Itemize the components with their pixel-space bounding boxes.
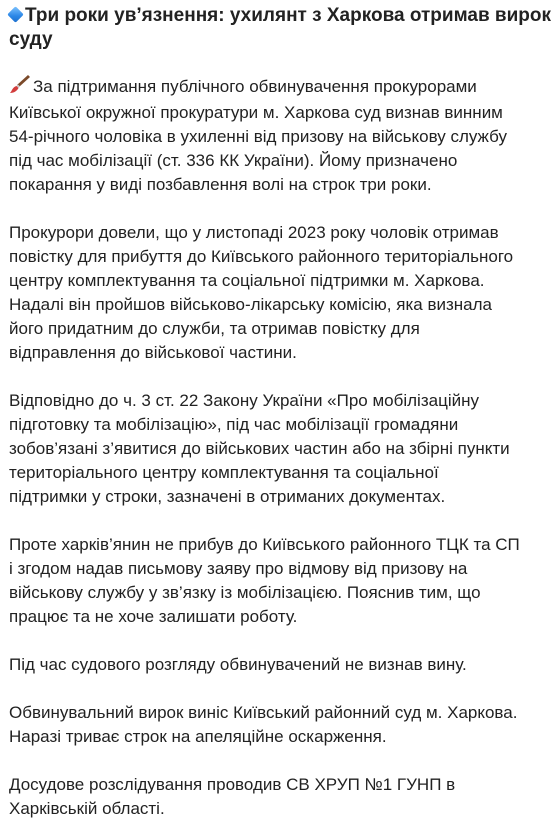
paragraph-5	[9, 653, 544, 677]
paragraph-line: повістку для прибуття до Київського районного територіального	[9, 247, 514, 266]
paragraph-line: покарання у виді позбавлення волі на строк три роки.	[9, 175, 432, 194]
paragraph-line: підготовку та мобілізацію», під час мобілізації громадяни	[9, 415, 459, 434]
paragraph-line: працює та не хоче залишати роботу.	[9, 607, 298, 626]
blue-diamond-icon	[7, 6, 24, 23]
paragraph-3	[9, 389, 544, 509]
paragraph-line: Наразі триває строк на апеляційне оскарження.	[9, 727, 387, 746]
paragraph-text: За підтримання публічного обвинувачення прокурорами	[33, 77, 477, 96]
paragraph-line: Досудове розслідування проводив СВ ХРУП №1 ГУНП в	[9, 775, 456, 794]
paragraph-line: зобов’язані з’явитися до військових частин або на збірні пункти	[9, 439, 510, 458]
post-title-line-2: суду	[9, 29, 53, 50]
paragraph-1	[9, 74, 544, 197]
paragraph-7	[9, 773, 544, 821]
paragraph-2	[9, 221, 544, 365]
paragraph-line: Надалі він пройшов військово-лікарську комісію, яка визнала	[9, 295, 492, 314]
post-title-line-1: Три роки ув’язнення: ухилянт з Харкова отримав вирок	[25, 5, 551, 26]
paragraph-6	[9, 701, 544, 749]
paragraph-line: Обвинувальний вирок виніс Київський районний суд м. Харкова.	[9, 703, 518, 722]
paragraph-line: центру комплектування та соціальної підтримки м. Харкова.	[9, 271, 485, 290]
paragraph-line: Київської окружної прокуратури м. Харкова суд визнав винним	[9, 103, 503, 122]
paragraph-line	[9, 74, 544, 101]
paragraph-line: під час мобілізації (ст. 336 КК України). Йому призначено	[9, 151, 458, 170]
paragraph-line: Харківській області.	[9, 799, 165, 818]
post-title-line	[9, 4, 551, 28]
paragraph-line: відправлення до військової частини.	[9, 343, 297, 362]
paragraph-line: Під час судового розгляду обвинувачений не визнав вину.	[9, 655, 467, 674]
post-title-line	[9, 28, 544, 52]
paragraph-line: військову службу у зв’язку із мобілізацією. Пояснив тим, що	[9, 583, 481, 602]
paragraph-line: 54-річного чоловіка в ухиленні від призову на військову службу	[9, 127, 507, 146]
paragraph-4	[9, 533, 544, 629]
paragraph-line: і згодом надав письмову заяву про відмову від призову на	[9, 559, 468, 578]
paintbrush-icon	[9, 74, 31, 101]
paragraph-line: Відповідно до ч. 3 ст. 22 Закону України «Про мобілізаційну	[9, 391, 479, 410]
post-title	[9, 4, 551, 52]
paragraph-line: підтримки у строки, зазначені в отриманих документах.	[9, 487, 446, 506]
paragraph-line: Проте харків’янин не прибув до Київського районного ТЦК та СП	[9, 535, 520, 554]
paragraph-line: його придатним до служби, та отримав повістку для	[9, 319, 420, 338]
paragraph-line: Прокурори довели, що у листопаді 2023 року чоловік отримав	[9, 223, 499, 242]
paragraph-line: територіального центру комплектування та соціальної	[9, 463, 439, 482]
